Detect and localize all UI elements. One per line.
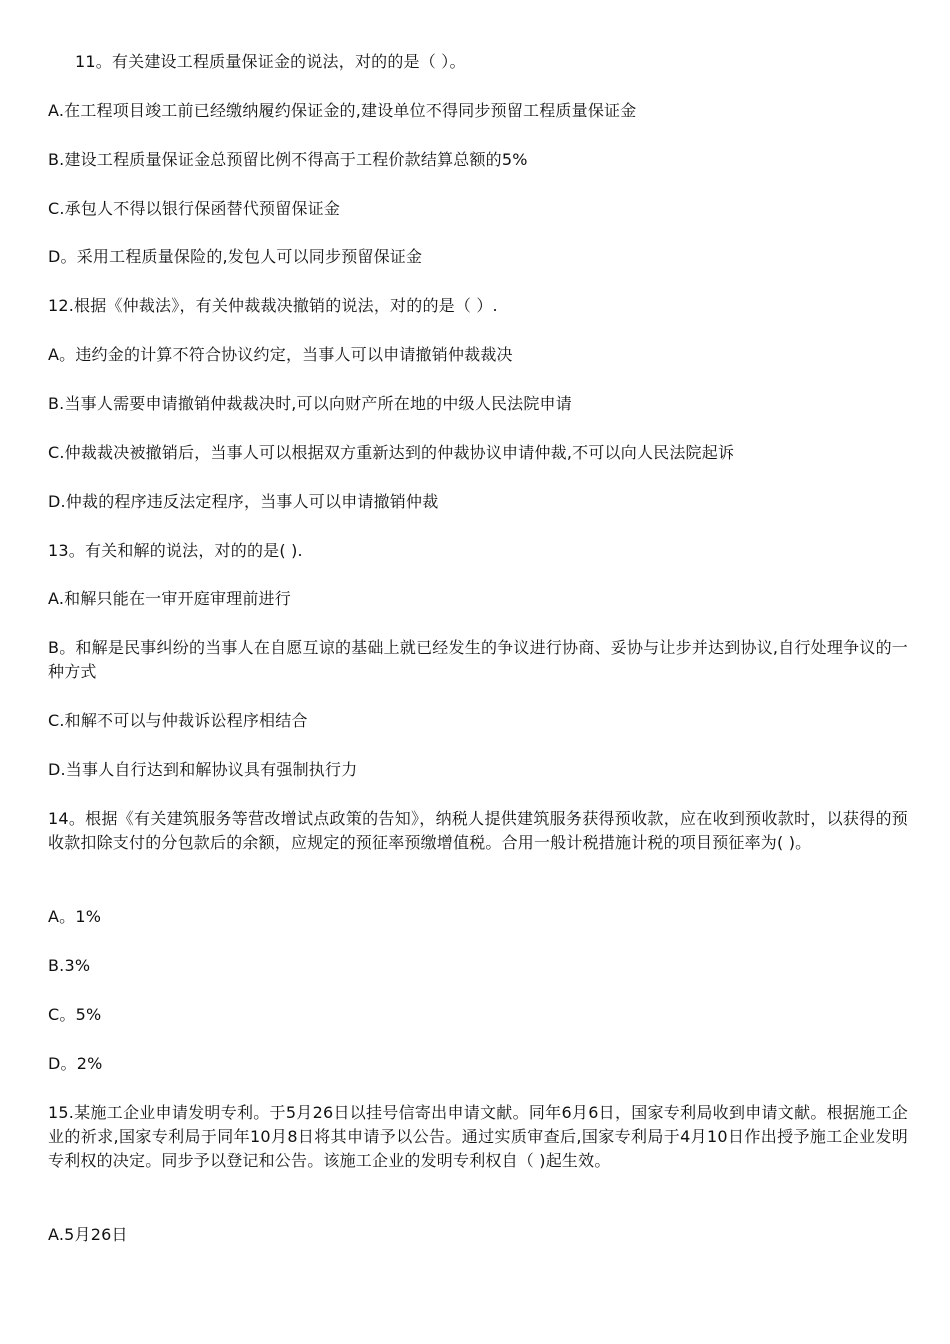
question-13-option-c: C.和解不可以与仲裁诉讼程序相结合 [48, 711, 308, 730]
question-14-option-a: A。1% [48, 907, 102, 926]
question-15-stem: 15.某施工企业申请发明专利。于5月26日以挂号信寄出申请文献。同年6月6日，国家专利局收到申请文献。根据施工企业的祈求,国家专利局于同年10月8日将其申请予以公告。通过实质审查后,国家专利局于4月10日作出授予施工企业发明专利权的决定。同步予以登记和公告。该施工企业的发明专利权自（ )起生效。 [48, 1103, 908, 1170]
question-12-stem: 12.根据《仲裁法》，有关仲裁裁决撤销的说法，对的的是（ ）. [48, 296, 498, 315]
question-11-option-a: A.在工程项目竣工前已经缴纳履约保证金的,建设单位不得同步预留工程质量保证金 [48, 101, 637, 120]
question-12-option-d: D.仲裁的程序违反法定程序，当事人可以申请撤销仲裁 [48, 492, 439, 511]
question-13-stem: 13。有关和解的说法，对的的是( ). [48, 541, 303, 560]
question-14-stem: 14。根据《有关建筑服务等营改增试点政策的告知》，纳税人提供建筑服务获得预收款，应在收到预收款时，以获得的预收款扣除支付的分包款后的余额，应规定的预征率预缴增值税。合用一般计税措施计税的项目预征率为( )。 [48, 809, 908, 852]
question-11-option-b: B.建设工程质量保证金总预留比例不得高于工程价款结算总额的5% [48, 150, 528, 169]
question-12-option-a: A。违约金的计算不符合协议约定，当事人可以申请撤销仲裁裁决 [48, 345, 513, 364]
question-14-option-d: D。2% [48, 1054, 103, 1073]
question-14-option-b: B.3% [48, 956, 91, 975]
question-11-option-d: D。采用工程质量保险的,发包人可以同步预留保证金 [48, 247, 423, 266]
question-14-option-c: C。5% [48, 1005, 102, 1024]
question-12-option-b: B.当事人需要申请撤销仲裁裁决时,可以向财产所在地的中级人民法院申请 [48, 394, 572, 413]
question-13-option-d: D.当事人自行达到和解协议具有强制执行力 [48, 760, 358, 779]
question-11-option-c: C.承包人不得以银行保函替代预留保证金 [48, 199, 341, 218]
question-12-option-c: C.仲裁裁决被撤销后，当事人可以根据双方重新达到的仲裁协议申请仲裁,不可以向人民法院起诉 [48, 443, 735, 462]
question-13-option-b: B。和解是民事纠纷的当事人在自愿互谅的基础上就已经发生的争议进行协商、妥协与让步并达到协议,自行处理争议的一种方式 [48, 638, 908, 681]
question-13-option-a: A.和解只能在一审开庭审理前进行 [48, 589, 291, 608]
question-11-stem: 11。有关建设工程质量保证金的说法，对的的是（ ）。 [75, 52, 466, 71]
question-15-option-a: A.5月26日 [48, 1225, 128, 1244]
